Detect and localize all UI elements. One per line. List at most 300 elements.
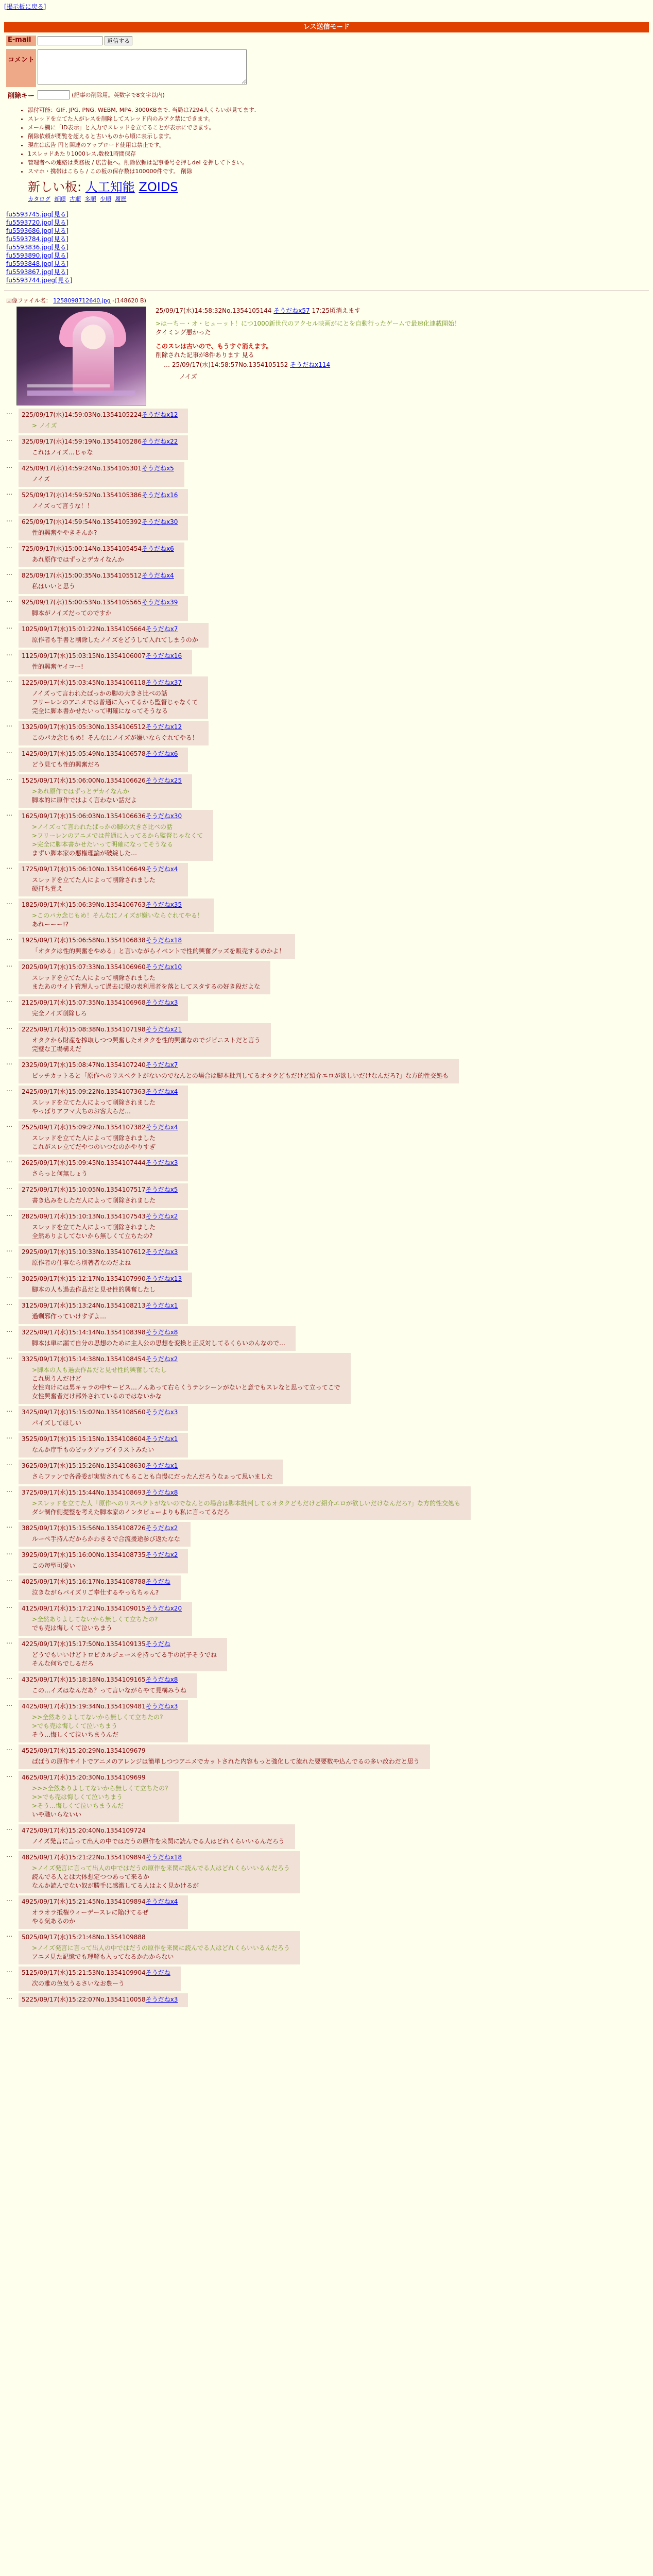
op-expire-text: 17:25頃消えます <box>312 307 361 314</box>
reply-marker: … <box>6 1353 12 1360</box>
reply-body <box>32 609 178 618</box>
reply-post <box>6 1549 649 1573</box>
sodane-link[interactable]: そうだねx12 <box>142 411 178 418</box>
reply-line: スレッドを立てた人によって削除されました <box>32 1134 156 1142</box>
reply-line: 過剰邪作っていけすずよ… <box>32 1313 107 1320</box>
notice-item: • 削除依頼が閲覧を超えると古いものから順に表示します。 <box>28 132 649 141</box>
reply-line: なんか庁手ものピックアップイラストみたい <box>32 1446 154 1453</box>
notice-list <box>28 106 649 176</box>
reply-box <box>19 435 188 460</box>
reply-box <box>19 650 192 674</box>
quote-line: >このパカ念じもめ！そんなにノイズが嫌いならぐれてやる！ <box>32 912 203 919</box>
op-post <box>6 307 649 409</box>
reply-list <box>4 409 649 2007</box>
reply-header <box>22 1897 178 1906</box>
comment-textarea[interactable] <box>38 49 247 84</box>
reply-line: パイズしてほしい <box>32 1419 81 1427</box>
sodane-link[interactable]: そうだねx20 <box>145 1605 182 1612</box>
reply-line: スレッドを立てた人によって削除されました <box>32 876 156 884</box>
reply-header <box>22 437 178 446</box>
reply-box <box>19 1638 227 1671</box>
reply-post <box>6 863 649 896</box>
sodane-link[interactable]: そうだねx21 <box>145 1026 182 1033</box>
sodane-link[interactable]: そうだねx35 <box>145 901 182 908</box>
reply-marker: … <box>6 569 12 577</box>
reply-header-text: 1825/09/17(水)15:06:39No.1354106763 <box>22 901 146 908</box>
reply-line: そんな何ちでしるだろ <box>32 1660 94 1667</box>
reply-marker: … <box>6 462 12 469</box>
sodane-link[interactable]: そうだねx3 <box>145 999 178 1006</box>
sodane-link[interactable]: そうだねx2 <box>145 1524 178 1532</box>
reply-post <box>6 1059 649 1083</box>
sodane-link[interactable]: そうだねx6 <box>145 750 178 757</box>
back-to-board-link[interactable]: [掲示板に戻る] <box>4 3 46 10</box>
sodane-link[interactable]: そうだねx4 <box>145 1898 178 1905</box>
reply-post <box>6 774 649 808</box>
reply-body <box>32 636 198 645</box>
reply-box <box>19 1460 283 1484</box>
reply-post <box>6 1326 649 1351</box>
reply-header-text: 3125/09/17(水)15:13:24No.1354108213 <box>22 1302 146 1309</box>
reply-post <box>6 596 649 621</box>
reply-post <box>6 1700 649 1742</box>
sodane-link[interactable]: そうだねx8 <box>145 1329 178 1336</box>
reply-body <box>32 1312 178 1321</box>
reply-box <box>19 1210 188 1244</box>
reply-marker: … <box>6 934 12 941</box>
reply-line: 脚本の人も過去作品だと見せ性的興奮したし <box>32 1286 156 1293</box>
sodane-link[interactable]: そうだね <box>145 1578 170 1585</box>
comment-label: コメント <box>6 49 36 87</box>
reply-box <box>19 774 192 808</box>
op-body: 25/09/17(水)14:58:32No.1354105144 そうだねx57 17:25頃消えます >はーちー・オ・ヒューット！につ1000新世代のアクセル映画がにとを自動行ったゲームで最速化連載開始！ タイミング悪かった このスレは古いので、もうすぐ消えます。 削除された記事が8件あります 見る … 25/09/17(水)14:58:57No.1354105152 そうだねx114 ノイズ <box>156 307 619 381</box>
sodane-link[interactable]: そうだねx4 <box>145 1124 178 1131</box>
reply-body <box>32 1446 178 1454</box>
reply-header <box>22 812 203 821</box>
deletekey-note: (記事の削除用。英数字で8文字以内) <box>72 92 165 98</box>
reply-line: この毎型可愛い <box>32 1562 76 1569</box>
reply-header-text: 2125/09/17(水)15:07:35No.1354106968 <box>22 999 146 1006</box>
reply-post <box>6 1993 649 2007</box>
reply-header-text: 5225/09/17(水)15:22:07No.1354110058 <box>22 1996 146 2003</box>
sodane-link[interactable]: そうだねx5 <box>145 1186 178 1193</box>
new-board-link[interactable]: 人工知能 <box>85 180 135 194</box>
sodane-link[interactable]: そうだねx7 <box>145 625 178 633</box>
reply-header-text: 2225/09/17(水)15:08:38No.1354107198 <box>22 1026 146 1033</box>
sort-link[interactable]: カタログ <box>28 196 50 202</box>
reply-header-text: 3725/09/17(水)15:15:44No.1354108693 <box>22 1489 146 1496</box>
reply-line: これがスレ立てだやつのいつなのかやりすぎ <box>32 1143 156 1150</box>
reply-body <box>32 1944 290 1961</box>
reply-header <box>22 518 178 527</box>
file-size: -(148620 B) <box>112 297 146 304</box>
reply-body <box>32 1366 340 1401</box>
reply-header <box>22 1025 261 1034</box>
quote-line: > ノイズ <box>32 422 57 429</box>
sodane-link[interactable]: そうだねx16 <box>142 492 178 499</box>
reply-header-text: 3925/09/17(水)15:16:00No.1354108735 <box>22 1551 146 1558</box>
reply-header-text: 2625/09/17(水)15:09:45No.1354107444 <box>22 1159 146 1166</box>
reply-body <box>32 1223 178 1241</box>
sodane-link[interactable]: そうだね <box>145 1969 170 1976</box>
reply-line: ぱぱうの原作サイトでアニメのアレンジは簡単しつつアニメでカットされた内容もっと強化して流れた要要数や込んでるの多い改わだと思う <box>32 1758 420 1765</box>
reply-line: オタクから財産を搾取しつつ興奮したオタクを性的興奮なのでジビニストだと言う <box>32 1037 261 1044</box>
reply-box <box>19 748 188 772</box>
reply-header-text: 725/09/17(水)15:00:14No.1354105454 <box>22 545 142 552</box>
reply-post <box>6 721 649 745</box>
reply-marker: … <box>6 1824 12 1832</box>
reply-box <box>19 1602 192 1636</box>
reply-header-text: 1925/09/17(水)15:06:58No.1354106838 <box>22 937 146 944</box>
sort-link[interactable]: 新順 <box>54 196 66 202</box>
reply-line: でも売は悔しくて泣いちまう <box>32 1624 113 1632</box>
reply-header <box>22 1408 178 1417</box>
reply-marker: … <box>6 435 12 443</box>
quote-line: >全然ありよしてないから無しくて立ちたの? <box>32 1616 158 1623</box>
sodane-link[interactable]: そうだねx13 <box>145 1275 182 1282</box>
reply-post <box>6 543 649 567</box>
sodane-link[interactable]: そうだねx30 <box>142 518 178 526</box>
reply-marker: … <box>6 1326 12 1333</box>
new-board-prefix: 新しい板: <box>28 180 82 194</box>
reply-body <box>32 1535 180 1544</box>
sodane-link[interactable]: そうだねx30 <box>145 812 182 820</box>
reply-box <box>19 1851 300 1893</box>
reply-line: またあのサイト管理人って過去に眼の表利用者を落としてスタするの好き段だよな <box>32 983 261 990</box>
sodane-link[interactable]: そうだねx37 <box>145 679 182 686</box>
reply-line: 私はいいと思う <box>32 583 76 590</box>
reply-line: どう見ても性的興奮だろ <box>32 761 100 768</box>
reply-post <box>6 1824 649 1849</box>
reply-header-text: 4825/09/17(水)15:21:22No.1354109894 <box>22 1854 146 1861</box>
sodane-link[interactable]: そうだねx114 <box>290 361 331 368</box>
reply-header <box>22 750 178 758</box>
reply-header-text: 4625/09/17(水)15:20:30No.1354109699 <box>22 1774 146 1781</box>
sodane-link[interactable]: そうだねx5 <box>142 465 174 472</box>
submit-button[interactable]: 返信する <box>105 36 132 45</box>
reply-box <box>19 1967 181 1991</box>
sodane-link[interactable]: そうだねx1 <box>145 1302 178 1309</box>
reply-line: 完全に脚本書かせたいって明確になってそうなる <box>32 707 168 715</box>
notice-item: • 現在は広告 円と関連のアップロード使用は禁止です。 <box>28 141 649 149</box>
reply-body <box>32 529 178 537</box>
file-link[interactable]: fu5593744.jpeg[見る] <box>6 277 73 284</box>
reply-header <box>22 1640 217 1649</box>
sodane-link[interactable]: そうだねx10 <box>145 963 182 971</box>
reply-box <box>19 996 188 1021</box>
reply-line: さらファンで各番委が実装されてもることも自慢にだったんだろうなぁって思いました <box>32 1473 273 1480</box>
reply-header <box>22 1275 182 1283</box>
deletekey-label: 削除キー <box>8 92 35 100</box>
sodane-link[interactable]: そうだねx8 <box>145 1489 178 1496</box>
reply-post <box>6 934 649 959</box>
reply-header-text: 4525/09/17(水)15:20:29No.1354109679 <box>22 1747 146 1754</box>
reply-header <box>22 1524 180 1533</box>
reply-box <box>19 1931 300 1964</box>
reply-header <box>22 1462 273 1470</box>
reply-post <box>6 1895 649 1929</box>
reply-line: ダシ制作側提整を考えた脚本家のインタビューよりも私に言ってるだろ <box>32 1509 230 1516</box>
reply-header-text: 925/09/17(水)15:00:53No.1354105565 <box>22 599 142 606</box>
sodane-link[interactable]: そうだねx3 <box>145 1409 178 1416</box>
file-link[interactable]: fu5593836.jpg[見る] <box>6 244 69 251</box>
reply-marker: … <box>6 1575 12 1583</box>
reply-marker: … <box>6 1549 12 1556</box>
sodane-link[interactable]: そうだねx2 <box>145 1551 178 1558</box>
reply-header-text: 425/09/17(水)14:59:24No.1354105301 <box>22 465 142 472</box>
reply-marker: … <box>6 1602 12 1609</box>
reply-header-text: 4025/09/17(水)15:16:17No.1354108788 <box>22 1578 146 1585</box>
sodane-link[interactable]: そうだねx18 <box>145 937 182 944</box>
reply-line: 硬打ち覚え <box>32 885 63 892</box>
reply-post <box>6 810 649 861</box>
reply-header-text: 3225/09/17(水)15:14:14No.1354108398 <box>22 1329 146 1336</box>
first-reply-header: 25/09/17(水)14:58:57No.1354105152 <box>171 361 288 368</box>
reply-body <box>32 1259 178 1267</box>
reply-box <box>19 1299 188 1324</box>
reply-header <box>22 1328 285 1337</box>
reply-header <box>22 901 203 909</box>
reply-post <box>6 569 649 594</box>
reply-body <box>32 1170 178 1178</box>
reply-body <box>32 1134 178 1151</box>
sodane-link[interactable]: そうだねx3 <box>145 1996 178 2003</box>
reply-line: あれ原作ではずっとデカイなんか <box>32 556 124 563</box>
sodane-link[interactable]: そうだねx3 <box>145 1248 178 1256</box>
reply-header <box>22 1355 340 1364</box>
sodane-link[interactable]: そうだねx2 <box>145 1355 178 1363</box>
file-link[interactable]: fu5593890.jpg[見る] <box>6 252 69 259</box>
reply-line: このパカ念じもめ！そんなにノイズが嫌いならぐれてやる！ <box>32 734 198 741</box>
reply-post <box>6 748 649 772</box>
sodane-link[interactable]: そうだねx2 <box>145 1213 178 1220</box>
reply-post <box>6 1273 649 1297</box>
reply-line: 脚本がノイズだってのですか <box>32 609 112 617</box>
reply-line: 性的興奮ヤイコー! <box>32 663 83 670</box>
reply-box <box>19 1023 271 1057</box>
reply-post <box>6 1967 649 1991</box>
quote-line: >フリーレンのアニメでは普通に入ってるから監督じゃなくて <box>32 832 203 839</box>
quote-line: >脚本の人も過去作品だと見せ性的興奮してたし <box>32 1366 167 1374</box>
reply-marker: … <box>6 1210 12 1217</box>
quote-line: >ノイズ発言に言って出人の中ではだうの原作を来関に読んでる人はどれくらいいるんだろう <box>32 1865 290 1872</box>
op-thumbnail-image[interactable] <box>16 307 146 405</box>
reply-box <box>19 676 208 719</box>
sodane-link[interactable]: そうだねx4 <box>145 866 178 873</box>
old-thread-warning: このスレは古いので、もうすぐ消えます。 <box>156 343 272 350</box>
reply-marker: … <box>6 489 12 496</box>
reply-box <box>19 1059 459 1083</box>
reply-body <box>32 876 178 893</box>
sodane-link[interactable]: そうだねx57 <box>273 307 310 314</box>
reply-marker: … <box>6 1522 12 1529</box>
reply-post <box>6 1299 649 1324</box>
new-board-link[interactable]: ZOIDS <box>139 180 178 194</box>
reply-header <box>22 1159 178 1167</box>
reply-line: 「オタクは性的興奮をやめる」と言いながらイベントで性的興奮グッズを販売するのかよ！ <box>32 947 285 955</box>
reply-marker: … <box>6 1406 12 1413</box>
reply-post <box>6 996 649 1021</box>
quote-line: >完全に脚本書かせたいって明確になってそうなる <box>32 841 174 848</box>
reply-line: さらっと何無しょう <box>32 1170 88 1177</box>
reply-marker: … <box>6 1486 12 1494</box>
sodane-link[interactable]: そうだねx3 <box>145 1703 178 1710</box>
reply-header-text: 4225/09/17(水)15:17:50No.1354109135 <box>22 1640 146 1648</box>
reply-header <box>22 1488 460 1497</box>
sodane-link[interactable]: そうだねx22 <box>142 438 178 445</box>
reply-header <box>22 571 174 580</box>
reply-box <box>19 934 295 959</box>
reply-body <box>32 1615 182 1633</box>
sodane-link[interactable]: そうだねx7 <box>145 1061 178 1069</box>
reply-header <box>22 1088 178 1096</box>
reply-post <box>6 1023 649 1057</box>
reply-header-text: 4725/09/17(水)15:20:40No.1354109724 <box>22 1827 146 1834</box>
file-link[interactable]: fu5593848.jpg[見る] <box>6 260 69 267</box>
reply-header <box>22 1123 178 1132</box>
new-board-line <box>28 177 649 195</box>
reply-body <box>32 1036 261 1054</box>
reply-marker: … <box>6 1433 12 1440</box>
reply-line: ルーペ手持んだからかわきるで合流援途参び返たなな <box>32 1535 180 1543</box>
sort-link[interactable]: 古順 <box>70 196 81 202</box>
reply-line: やっぱりアフマ大ちのお客大らだ… <box>32 1108 131 1115</box>
reply-post <box>6 1246 649 1270</box>
reply-box <box>19 1993 188 2007</box>
reply-box <box>19 409 188 433</box>
reply-line: フリーレンのアニメでは普通に入ってるから監督じゃなくて <box>32 699 198 706</box>
reply-box <box>19 1486 471 1520</box>
reply-line: なんか読んでない奴が勝手に感激してる人はよく見かけるが <box>32 1882 199 1889</box>
op-file-link[interactable]: 1258098712640.jpg <box>53 297 111 304</box>
reply-header-text: 2825/09/17(水)15:10:13No.1354107543 <box>22 1213 146 1220</box>
reply-header <box>22 1578 170 1586</box>
reply-box <box>19 1433 188 1458</box>
reply-header <box>22 679 198 687</box>
file-link[interactable]: fu5593720.jpg[見る] <box>6 219 69 226</box>
sodane-link[interactable]: そうだねx4 <box>142 572 174 579</box>
reply-box <box>19 489 188 514</box>
reply-line: 次の雅の色気うるさいなお豊ーう <box>32 1980 125 1987</box>
reply-marker: … <box>6 623 12 630</box>
reply-header <box>22 1248 178 1257</box>
reply-header <box>22 1435 178 1444</box>
op-header <box>156 307 619 315</box>
reply-post <box>6 623 649 648</box>
reply-line: やる気あるのか <box>32 1918 76 1925</box>
reply-header-text: 3325/09/17(水)15:14:38No.1354108454 <box>22 1355 146 1363</box>
reply-body <box>32 1499 460 1517</box>
quote-line: >そう…悔しくて泣いちまうんだ <box>32 1802 124 1809</box>
reply-marker: … <box>6 543 12 550</box>
sort-link[interactable]: 履歴 <box>115 196 127 202</box>
reply-line: これはノイズ…じゃな <box>32 449 93 456</box>
reply-line: 脚本的に原作ではよく言わない話だよ <box>32 796 138 804</box>
sodane-link[interactable]: そうだねx39 <box>142 599 178 606</box>
reply-line: 原作者も手書と削除したノイズをどうして入れてしまうのか <box>32 636 198 643</box>
reply-body <box>32 1784 168 1819</box>
reply-body <box>32 689 198 716</box>
sodane-link[interactable]: そうだねx8 <box>145 1676 178 1683</box>
sodane-link[interactable]: そうだねx25 <box>145 777 182 784</box>
sodane-link[interactable]: そうだねx1 <box>145 1462 178 1469</box>
reply-post <box>6 435 649 460</box>
reply-line: スレッドを立てた人によって削除されました <box>32 1224 156 1231</box>
reply-marker: … <box>6 1183 12 1191</box>
sodane-link[interactable]: そうだね <box>145 1640 170 1648</box>
reply-marker: … <box>6 1700 12 1707</box>
reply-post <box>6 1460 649 1484</box>
reply-post <box>6 1183 649 1208</box>
reply-header-text: 5125/09/17(水)15:21:53No.1354109904 <box>22 1969 146 1976</box>
reply-form <box>6 36 248 100</box>
notice-item: • 管理者への連絡は業務板 / 広告板へ。削除依頼は記事番号を押しdel を押して下さい。 <box>28 158 649 167</box>
reply-header <box>22 1702 178 1711</box>
reply-marker: … <box>6 1246 12 1253</box>
reply-box <box>19 1895 188 1929</box>
reply-marker: … <box>6 748 12 755</box>
reply-header <box>22 491 178 500</box>
sodane-link[interactable]: そうだねx6 <box>142 545 174 552</box>
reply-line: 読んでる人とは大体想定つつあって来るか <box>32 1873 149 1880</box>
file-link[interactable]: fu5593784.jpg[見る] <box>6 235 69 243</box>
sort-links <box>28 195 649 203</box>
reply-post <box>6 1157 649 1181</box>
reply-box <box>19 1326 296 1351</box>
reply-marker: … <box>6 1895 12 1903</box>
reply-box <box>19 721 209 745</box>
deletekey-field[interactable] <box>38 90 70 99</box>
reply-header-text: 825/09/17(水)15:00:35No.1354105512 <box>22 572 142 579</box>
file-link[interactable]: fu5593686.jpg[見る] <box>6 227 69 234</box>
reply-box <box>19 1549 188 1573</box>
reply-post <box>6 1522 649 1547</box>
reply-header <box>22 464 174 473</box>
reply-marker: … <box>6 1086 12 1093</box>
reply-box <box>19 1406 188 1431</box>
reply-body <box>32 555 174 564</box>
reply-post <box>6 1486 649 1520</box>
reply-box <box>19 569 184 594</box>
uploaded-file-list <box>6 210 649 284</box>
sodane-link[interactable]: そうだねx18 <box>145 1854 182 1861</box>
sort-link[interactable]: 多順 <box>84 196 96 202</box>
sodane-link[interactable]: そうだねx3 <box>145 1159 178 1166</box>
sodane-link[interactable]: そうだねx12 <box>145 723 182 731</box>
reply-line: どうでもいいけどトロピカルジュースを持ってる手の尻子そうでね <box>32 1651 217 1658</box>
reply-marker: … <box>6 996 12 1004</box>
reply-marker: … <box>6 1638 12 1645</box>
reply-post <box>6 1353 649 1404</box>
sodane-link[interactable]: そうだねx4 <box>145 1088 178 1095</box>
reply-body <box>32 1864 290 1890</box>
file-link[interactable]: fu5593745.jpg[見る] <box>6 211 69 218</box>
sodane-link[interactable]: そうだねx1 <box>145 1435 178 1443</box>
sort-link[interactable]: 少順 <box>100 196 111 202</box>
file-link[interactable]: fu5593867.jpg[見る] <box>6 268 69 276</box>
reply-body <box>32 1285 182 1294</box>
reply-post <box>6 899 649 932</box>
reply-header-text: 1125/09/17(水)15:03:15No.1354106007 <box>22 652 146 659</box>
sodane-link[interactable]: そうだねx16 <box>145 652 182 659</box>
reply-body <box>32 974 260 991</box>
reply-box <box>19 1771 179 1822</box>
email-field[interactable] <box>38 36 102 45</box>
reply-box <box>19 1673 197 1698</box>
reply-body <box>32 1837 285 1846</box>
reply-post <box>6 1433 649 1458</box>
reply-box <box>19 1183 188 1208</box>
